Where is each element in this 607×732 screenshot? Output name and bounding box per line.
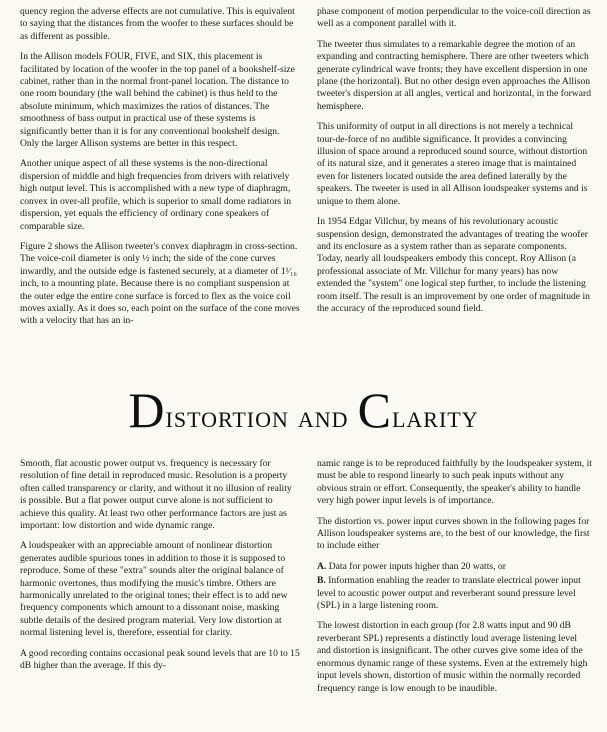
list-item: [317, 575, 592, 612]
paragraph: This uniformity of output in all directions is not merely a technical tour-de-force of no audible significance. It provides a convincing illusion of space around a reproduced sound source, without distortion of its natural size, and it generates a stereo image that is maintained even for listeners located outside the area defined laterally by the speakers. The tweeter is used in all Allison loudspeaker systems and is unique to them alone.: [317, 121, 588, 207]
paragraph: In the Allison models FOUR, FIVE, and SIX, this placement is facilitated by location of the woofer in the top panel of a bookshelf-size cabinet, rather than in the normal front-panel location. The distance to one room boundary (the wall behind the cabinet) is thus held to the absolute minimum, which maximizes the ratios of distances. The smoothness of bass output in practical use of these systems is significantly better than it is for any conventional bookshelf design. Only the larger Allison systems are better in this respect.: [20, 51, 295, 150]
paragraph: In 1954 Edgar Villchur, by means of his revolutionary acoustic suspension design, demonstrated the advantages of treating the woofer and its enclosure as a system rather than as separate components. Today, nearly all loudspeakers embody this concept. Roy Allison (a professional associate of Mr. Villchur for many years) has now extended the "system" one logical step further, to include the listening room itself. The result is an improvement by one order of magnitude in the accuracy of the reproduced sound field.: [317, 216, 590, 314]
list-label: B.: [317, 575, 326, 587]
top-left-column: [20, 6, 300, 336]
paragraph: The distortion vs. power input curves shown in the following pages for Allison loudspeaker systems are, to the best of our knowledge, the first to include either: [317, 515, 590, 552]
top-right-column: [317, 6, 592, 323]
list-text: Data for power inputs higher than 20 watts, or: [328, 560, 506, 572]
heading-word: larity: [391, 398, 479, 434]
bottom-left-column: [20, 458, 300, 681]
paragraph: The lowest distortion in each group (for 2.8 watts input and 90 dB reverberant SPL) represents a distinctly loud average listening level and distortion is insignificant. The other curves give some idea of the enormous dynamic range of these systems. Even at the extremely high input levels shown, distortion of music within the normally recorded frequency range is low enough to be inaudible.: [317, 620, 588, 694]
section-heading: [0, 382, 607, 441]
paragraph: A loudspeaker with an appreciable amount of nonlinear distortion generates audible spurious tones in addition to those it is supposed to reproduce. Some of these "extra" sounds alter the original balance of harmonic overtones, thus modifying the music's timbre. Others are harmonically unrelated to the original tones; their effect is to add new frequency components which amount to a dissonant noise, masking subtle details of the desired program material. Very low distortion at normal listening level is, therefore, essential for clarity.: [20, 540, 288, 639]
paragraph: Figure 2 shows the Allison tweeter's convex diaphragm in cross-section. The voice-coil diameter is only ½ inch; the side of the cone curves inwardly, and the outside edge is fastened securely, at a diameter of 1¹⁄₁₆ inch, to a mounting plate. Because there is no compliant suspension at the outer edge the entire cone surface is forced to flex as the voice coil moves axially. As it does so, each point on the surface of the cone moves with a velocity that has an in-: [20, 240, 300, 327]
paragraph: Another unique aspect of all these systems is the non-directional dispersion of middle and high frequencies from drivers with relatively high output level. This is accomplished with a new type of diaphragm, convex in over-all profile, which is superior to small dome radiators in dispersion, yet equals the efficiency of ordinary cone speakers of comparable size.: [20, 158, 292, 232]
list-text: Information enabling the reader to translate electrical power input level to acoustic power output and reverberant sound pressure level (SPL) in a large listening room.: [317, 575, 581, 612]
paragraph: namic range is to be reproduced faithfully by the loudspeaker system, it must be able to respond linearly to such peak inputs without any obvious strain or effort. Consequently, the speaker's ability to handle very high power input levels is of importance.: [317, 458, 592, 507]
paragraph: phase component of motion perpendicular to the voice-coil direction as well as a component parallel with it.: [317, 6, 591, 30]
paragraph: A good recording contains occasional peak sound levels that are 10 to 15 dB higher than the average. If this dy-: [20, 647, 300, 672]
paragraph: quency region the adverse effects are not cumulative. This is equivalent to saying that the distances from the woofer to these surfaces should be as different as possible.: [20, 6, 295, 42]
list-item: [317, 561, 592, 573]
heading-word: istortion: [165, 398, 289, 434]
heading-cap: D: [128, 382, 166, 438]
heading-word: and: [297, 398, 349, 434]
list-label: A.: [317, 560, 327, 572]
bottom-right-column: [317, 458, 592, 703]
paragraph: The tweeter thus simulates to a remarkable degree the motion of an expanding and contracting hemisphere. There are other tweeters which generate cylindrical wave fronts; they have excellent dispersion in one plane (the horizontal). But no other design even approaches the Allison tweeter's dispersion at all angles, vertical and horizontal, in the forward hemisphere.: [317, 38, 591, 112]
paragraph: Smooth, flat acoustic power output vs. frequency is necessary for resolution of fine detail in reproduced music. Resolution is a property often called transparency or clarity, and without it no illusion of reality is possible. But a flat power output curve alone is not sufficient to achieve this quality. At least two other performance factors are just as important: low distortion and wide dynamic range.: [20, 458, 292, 532]
heading-cap: C: [357, 382, 392, 438]
